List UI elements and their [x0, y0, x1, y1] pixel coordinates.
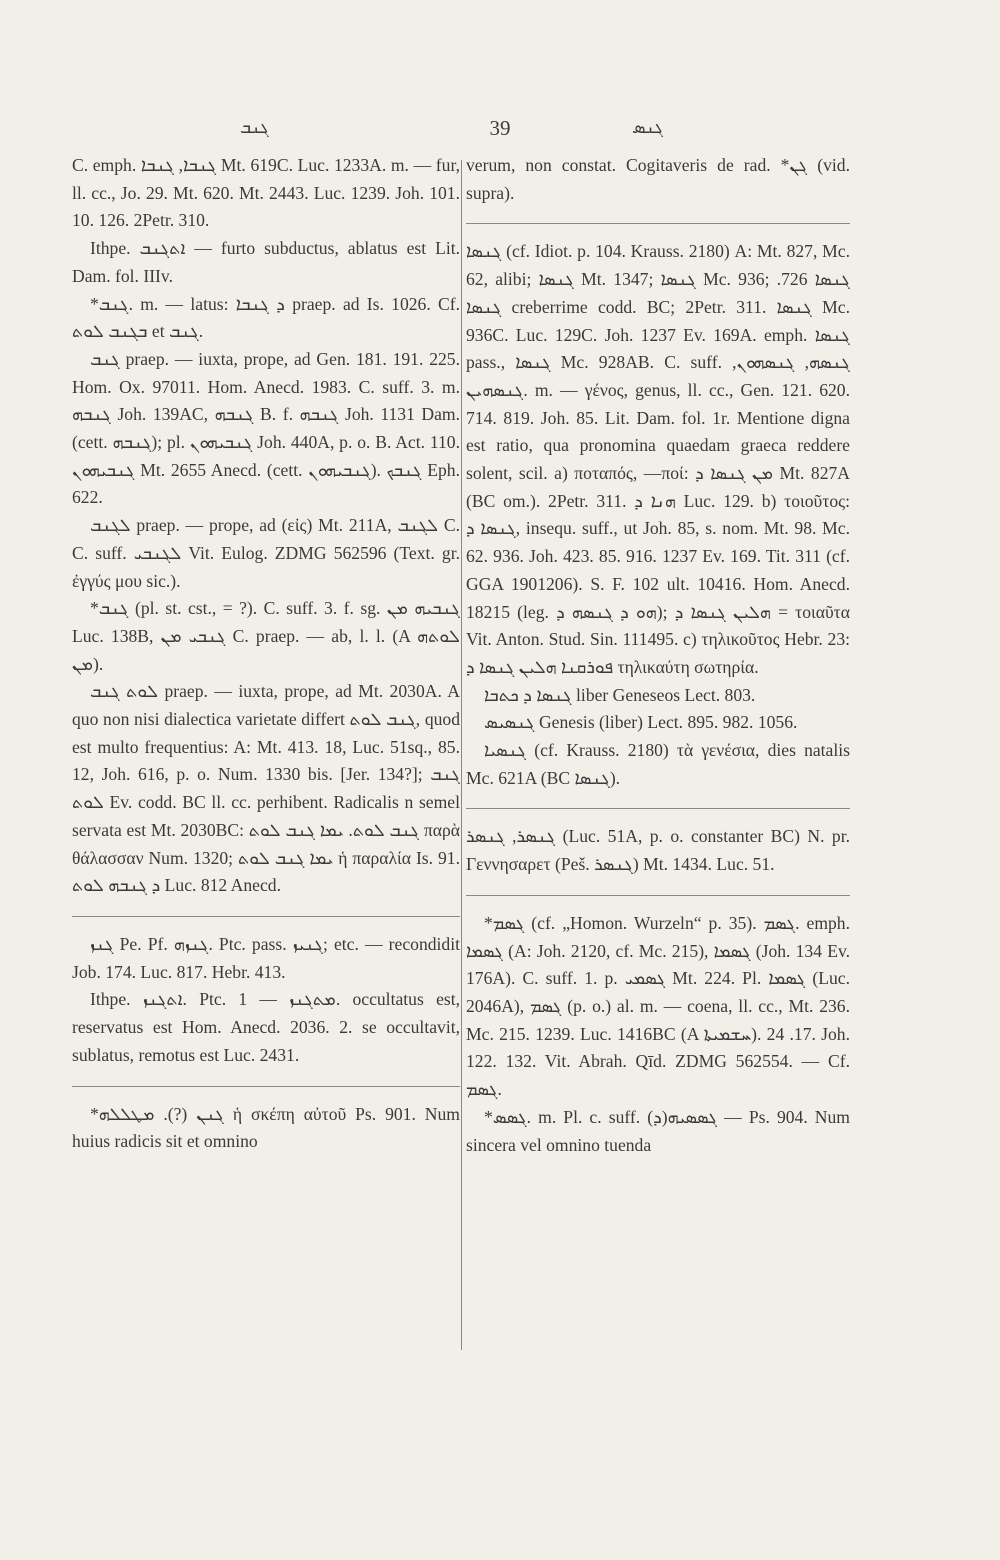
section-separator — [466, 808, 850, 809]
dictionary-entry: *ܓܢܒ. m. — latus: ܕ ܓܢܒܐ praep. ad Is. 1026. Cf. ܒܓܢܒ ܠܘܬ et ܓܢܒ. — [72, 293, 460, 342]
right-column — [466, 152, 850, 1159]
dictionary-entry: Ithpe. ܐܬܓܢܙ. Ptc. ܡܬܓܢܙ — 1. occultatus est, reservatus est Hom. Anecd. 2036. 2. se occultavit, sublatus, remotus est Luc. 2431. — [72, 989, 461, 1065]
dictionary-entry: ܓܢܙ Pe. Pf. ܓܢܙܗ. Ptc. pass. ܓܢܝܙ; etc. — recondidit Job. 174. Luc. 817. Hebr. 413. — [72, 933, 460, 982]
dictionary-entry: *ܓܣܣ. m. Pl. c. suff. ܓܣܣܝܗ(ܕ) — Ps. 904. Num sincera vel omnino tuenda — [466, 1106, 850, 1155]
dictionary-entry: ܓܢܣܪ, ܓܢܣܪ (Luc. 51A, p. o. constanter BC) N. pr. Γεννησαρετ (Peš. ܓܢܣܪ) Mt. 1434. Luc. 51. — [466, 826, 850, 875]
dictionary-entry: ܠܓܢܒ praep. — prope, ad (εἰς) Mt. 211A, ܠܓܢܒ C. C. suff. ܠܓܢܒܝ Vit. Eulog. ZDMG 562596 (Text. gr. ἐγγύς μου sic.). — [72, 515, 460, 591]
section-separator — [72, 1086, 460, 1087]
dictionary-entry: *ܓܢܒ (pl. st. cst., = ?). C. suff. 3. f. sg. ܓܢܒܝܗ ܡܢ Luc. 138B, ܓܢܒܝ ܡܢ C. praep. — ab, l. l. (A ܠܘܬܗ ܡܢ). — [72, 598, 460, 674]
dictionary-entry: Ithpe. ܐܬܓܢܒ — furto subductus, ablatus est Lit. Dam. fol. IIIv. — [72, 238, 460, 286]
dictionary-entry: ܓܢܣܐ (cf. Idiot. p. 104. Krauss. 2180) A: Mt. 827, Mc. 62, alibi; ܓܢܣܐ Mt. 1347; ܓܢܣܐ Mc. 936; ܓܢܣܐ 726. ܓܢܣܐ creberrime codd. BC; 2Petr. 311. ܓܢܣܐ Mc. 936C. Luc. 129C. Joh. 1237 Ev. 169A. emph. ܓܢܣܐ pass., ܓܢܣܐ Mc. 928AB. C. suff. ܓܢܣܗ, ܓܢܣܗܘܢ, ܓܢܣܗܝܢ. m. — γένος, genus, ll. cc., Gen. 121. 620. 714. 819. Joh. 85. Lit. Dam. fol. 1r. Mentione digna est ratio, qua pronomina quaedam graeca reddere solent, scil. a) ποταπός, —ποί: ܡܢ ܓܢܣܐ ܕ Mt. 827A (BC om.). 2Petr. 311. ܗܢܐ ܕ Luc. 129. b) τοιοῦτος: ܓܢܣܐ ܕ, insequ. suff., ut Joh. 85, s. nom. Mt. 98. Mc. 62. 936. Joh. 423. 85. 916. 1237 Ev. 169. Tit. 311 (cf. GGA 1901206). S. F. 102 ult. 10416. Hom. Anecd. 18215 (leg. ܗܘ ܕ ܓܢܣܗ ܕ); ܗܠܝܢ ܓܢܣܐ ܕ = τοιαῦτα Vit. Anton. Stud. Sin. 111495. c) τηλικοῦτος Hebr. 23: ܦܘܪܩܢܐ ܗܠܝܢ ܓܢܣܐ ܕ τηλικαύτη σωτηρία. — [466, 241, 851, 677]
dictionary-entry: verum, non constat. Cogitaveris de rad. *ܓܢ (vid. supra). — [466, 155, 850, 203]
column-divider — [461, 160, 462, 1350]
dictionary-entry: ܓܢܒ praep. — iuxta, prope, ad Gen. 181. 191. 225. Hom. Ox. 97011. Hom. Anecd. 1983. C. suff. 3. m. ܓܢܒܗ Joh. 139AC, ܓܢܒܗ B. f. ܓܢܒܗ Joh. 1131 Dam. (cett. ܓܢܒܗ); pl. ܓܢܒܝܗܘܢ Joh. 440A, p. o. B. Act. 110. ܓܢܒܝܗܘܢ Mt. 2655 Anecd. (cett. ܓܢܒܝܗܘܢ). ܓܢܒܟ Eph. 622. — [72, 348, 461, 508]
left-headword: ܓܢܒ — [240, 118, 269, 138]
dictionary-entry: C. emph. ܓܢܒܐ, ܓܢܒܐ Mt. 619C. Luc. 1233A. m. — fur, ll. cc., Jo. 29. Mt. 620. Mt. 2443. Luc. 1239. Joh. 101. 10. 126. 2Petr. 310. — [72, 155, 460, 231]
dictionary-entry: ܠܘܬ ܓܢܒ praep. — iuxta, prope, ad Mt. 2030A. A quo non nisi dialectica varietate differt ܓܢܒ ܠܘܬ, quod est multo frequentius: A: Mt. 413. 18, Luc. 51sq., 85. 12, Joh. 616, p. o. Num. 1330 bis. [Jer. 134?]; ܓܢܒ ܠܘܬ Ev. codd. BC ll. cc. perhibent. Radicalis n semel servata est Mt. 2030BC: ܓܢܒ ܠܘܬ. ܝܡܐ ܓܢܒ ܠܘܬ παρὰ θάλασσαν Num. 1320; ܝܡܐ ܓܢܒ ܠܘܬ ἡ παραλία Is. 91. ܕ ܓܢܒܗ ܠܘܬ Luc. 812 Anecd. — [72, 681, 461, 896]
page-number: 39 — [489, 116, 511, 140]
dictionary-entry: ܓܢܣܝܐ (cf. Krauss. 2180) τὰ γενέσια, dies natalis Mc. 621A (BC ܓܢܣܐ). — [466, 740, 850, 788]
section-separator — [466, 223, 850, 224]
right-headword: ܓܢܣ — [632, 118, 664, 138]
dictionary-entry: *ܓܣܡ (cf. „Homon. Wurzeln“ p. 35). ܓܣܡ. emph. ܓܣܡܐ (A: Joh. 2120, cf. Mc. 215), ܓܣܡܐ (Joh. 134 Ev. 176A). C. suff. 1. p. ܓܣܡܝ Mt. 224. Pl. ܓܣܡܐ (Luc. 2046A), ܓܣܡ (p. o.) al. m. — coena, ll. cc., Mt. 236. Mc. 215. 1239. Luc. 1416BC (A ܚܫܡܝܬܐ). 17. 24. Joh. 122. 132. Vit. Abrah. Qīd. ZDMG 562554. — Cf. ܓܣܡ. — [466, 912, 851, 1100]
left-column — [72, 152, 460, 1156]
dictionary-entry: *ܓܢܢ (?). ܡܛܠܠܗ ἡ σκέπη αὐτοῦ Ps. 901. Num huius radicis sit et omnino — [72, 1103, 460, 1152]
section-separator — [466, 895, 850, 896]
section-separator — [72, 916, 460, 917]
running-header — [0, 112, 1000, 152]
dictionary-entry: ܓܢܣܐ ܕ ܟܬܒܐ liber Geneseos Lect. 803. — [484, 684, 756, 705]
dictionary-entry: ܓܢܣܝܣ Genesis (liber) Lect. 895. 982. 1056. — [484, 712, 798, 733]
